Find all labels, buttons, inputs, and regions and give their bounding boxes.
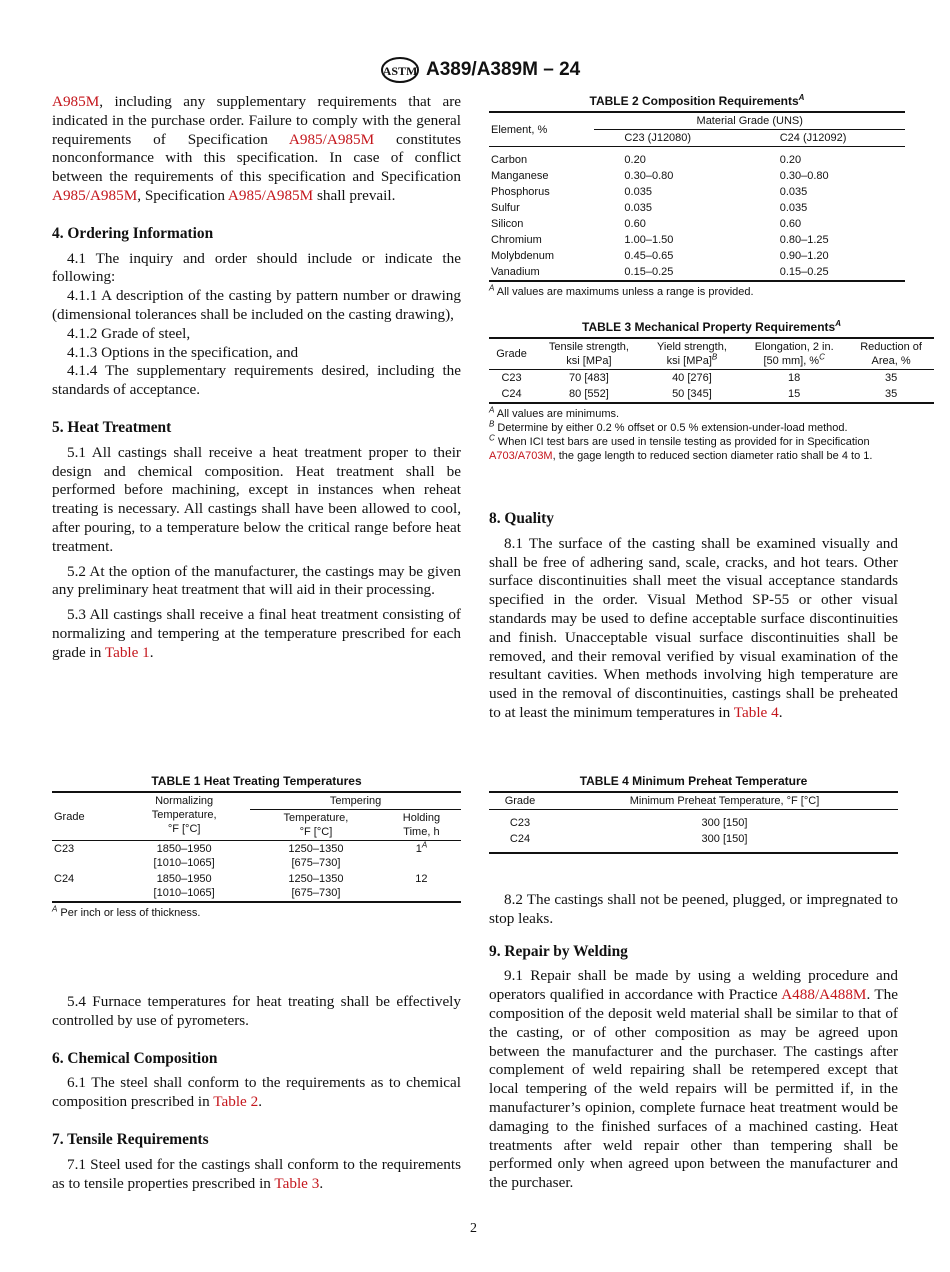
page-header [380, 56, 580, 84]
astm-logo-icon [380, 56, 420, 84]
paragraph-4-1-1: 4.1.1 A description of the casting by pattern number or drawing (dimensional tolerances shall be included on the casting drawing), [52, 287, 461, 323]
table-row [489, 216, 905, 232]
col-header: Elongation, 2 in. [50 mm], %$^C$ [754, 341, 834, 367]
table-cell: Silicon [491, 218, 524, 230]
right-column-quality [489, 510, 898, 723]
paragraph-5-4: 5.4 Furnace temperatures for heat treating shall be effectively controlled by use of pyrometers. [52, 993, 461, 1029]
table-cell: Sulfur [491, 202, 520, 214]
table-footnote-b: $^B$ Determine by either 0.2 % offset or 0.5 % extension-under-load method. [489, 419, 848, 434]
link-a488-a488m[interactable]: A488/A488M [781, 986, 867, 1004]
section-heading-6: 6. Chemical Composition [52, 1049, 218, 1067]
table-cell: 80 [552] [569, 388, 609, 400]
link-a985m[interactable]: A985M [52, 93, 100, 110]
link-a985-a985m[interactable]: A985/A985M [52, 186, 138, 204]
table-cell: 0.30–0.80 [624, 170, 674, 182]
table-row [489, 248, 905, 264]
table-cell: 15 [788, 388, 801, 400]
col-header: Element, % [491, 123, 548, 136]
table-footnote-a: $^A$ All values are minimums. [489, 405, 620, 420]
paragraph-5-2: 5.2 At the option of the manufacturer, the castings may be given any preliminary heat treatment that will aid in their processing. [52, 562, 461, 599]
section-heading-4: 4. Ordering Information [52, 224, 214, 242]
table-title: TABLE 1 Heat Treating Temperatures [151, 774, 362, 788]
link-table-4[interactable]: Table 4 [733, 703, 779, 721]
table-3 [489, 320, 934, 463]
section-heading-5: 5. Heat Treatment [52, 418, 172, 436]
table-cell: 0.035 [624, 186, 652, 198]
text: . [149, 643, 154, 661]
col-header: Tempering [250, 792, 461, 810]
table-title: TABLE 4 Minimum Preheat Temperature [579, 774, 808, 788]
table-cell: Manganese [491, 170, 549, 182]
table-row [489, 370, 934, 387]
col-header: C23 (J12080) [624, 132, 692, 144]
link-table-1[interactable]: Table 1 [104, 643, 150, 661]
table-cell: 0.15–0.25 [624, 266, 674, 278]
text: 5.3 All castings shall receive a final heat treatment consisting of normalizing and tempering at the temperature prescribed for each grade in [52, 606, 461, 661]
table-cell: 0.60 [779, 218, 802, 230]
text: , including any supplementary requirements that are indicated in the purchase order. Failure to comply with the general requirements of Specification [52, 93, 461, 148]
svg-text:ASTM: ASTM [382, 64, 418, 78]
table-cell: Carbon [491, 154, 528, 166]
table-cell: C23 [501, 372, 522, 384]
paragraph-5-1: 5.1 All castings shall receive a heat treatment proper to their design and chemical composition. Heat treatment shall be performed before machining, except in instances when reheat treating is necessary. All castings shall have been allowed to cool, after pouring, to a temperature below the critical range before heat treatment. [52, 443, 461, 555]
table-cell: 0.15–0.25 [779, 266, 829, 278]
table-cell: 50 [345] [672, 388, 712, 400]
table-row: C24 1850–1950 [1010–1065] 1250–1350 [675–730] 12 [54, 873, 428, 899]
paragraph-8-1: 8.1 The surface of the casting shall be examined visually and shall be free of adhering sand, scale, cracks, and hot tears. Other surface discontinuities shall meet the visual acceptance standards specified in the order. Visual Method SP-55 or other visual standards may be used to define acceptable surface discontinuities and finish. Unacceptable visual surface discontinuities shall be removed, and their removal verified by visual examination of the resultant cavities. When methods involving high temperature are used in the removal of discontinuities, castings shall be preheated to at least the minimum temperatures in Table 4. [489, 534, 898, 721]
table-row [489, 147, 905, 169]
paragraph-4-1: 4.1 The inquiry and order should include or indicate the following: [52, 249, 461, 286]
paragraph-9-1: 9.1 Repair shall be made by using a welding procedure and operators qualified in accordance with Practice A488/A488M. The composition of the deposit weld material shall be similar to that of the casting, or of other composition as may be agreed upon between the manufacturer and the purchaser. The castings after complement of weld repairing shall be retempered except that local tempering of the weld repairs will be permitted if, in the manufacturer’s opinion, complete furnace heat treatment would be damaging to the finished surfaces of a machined casting. Heat treatments after weld repair other than tempering shall be performed only when agreed upon between the manufacturer and the purchaser. [489, 967, 898, 1192]
link-a985-a985m[interactable]: A985/A985M [288, 130, 375, 148]
paragraph-7-1: 7.1 Steel used for the castings shall conform to the requirements as to tensile properties prescribed in Table 3. [52, 1155, 461, 1192]
table-cell: 18 [788, 372, 801, 384]
section-heading-9: 9. Repair by Welding [489, 942, 628, 960]
table-cell: Vanadium [491, 266, 540, 278]
table-2 [489, 94, 905, 299]
table-footnote: $^A$ Per inch or less of thickness. [52, 904, 201, 919]
section-heading-8: 8. Quality [489, 510, 554, 527]
col-header: C24 (J12092) [779, 132, 847, 144]
table-cell: 0.90–1.20 [779, 250, 829, 262]
col-header: Holding Time, h [402, 812, 441, 838]
text: shall prevail. [313, 186, 396, 204]
table-cell: 0.20 [779, 154, 802, 166]
col-header: Minimum Preheat Temperature, °F [°C] [629, 795, 820, 807]
col-header: Material Grade (UNS) [594, 112, 905, 130]
table-cell: 0.035 [779, 202, 808, 214]
table-footnote: $^A$ All values are maximums unless a range is provided. [489, 283, 754, 298]
table-row [489, 232, 905, 248]
col-header: Tensile strength, ksi [MPa] [548, 341, 629, 367]
table-row [489, 168, 905, 184]
page-number: 2 [470, 1221, 477, 1236]
paragraph-4-1-3: 4.1.3 Options in the specification, and [67, 343, 299, 361]
table-row [489, 184, 905, 200]
table-cell: 0.20 [624, 154, 646, 166]
table-cell: 0.30–0.80 [779, 170, 829, 182]
table-cell: 0.45–0.65 [624, 250, 674, 262]
table-row: C24 300 [150] [509, 833, 748, 845]
table-cell: C24 [501, 388, 522, 400]
col-header: Grade [504, 795, 536, 807]
table-cell: 1.00–1.50 [624, 234, 674, 246]
link-a703-a703m[interactable]: A703/A703M [489, 450, 553, 462]
paragraph-5-3 [52, 606, 461, 662]
table-cell: Chromium [491, 234, 542, 246]
text: , Specification [137, 186, 228, 204]
table-title: TABLE 2 Composition Requirements$^A$ [589, 93, 805, 108]
table-row: C23 1850–1950 [1010–1065] 1250–1350 [675–730] $1^A$ [54, 840, 428, 869]
table-cell: Molybdenum [491, 250, 554, 262]
table-title: TABLE 3 Mechanical Property Requirements$^A$ [582, 319, 841, 334]
table-row [489, 200, 905, 216]
table-cell: 70 [483] [569, 372, 609, 384]
link-a985-a985m[interactable]: A985/A985M [227, 186, 314, 204]
section-heading-7: 7. Tensile Requirements [52, 1130, 209, 1148]
table-cell: 35 [884, 372, 898, 384]
table-4 [489, 774, 898, 854]
col-header: Grade [54, 810, 85, 823]
col-header: Grade [496, 348, 527, 360]
table-row [489, 264, 905, 281]
table-cell: 35 [884, 388, 898, 400]
col-header: Temperature, °F [°C] [283, 812, 349, 838]
text: constitutes nonconformance with this specification. In case of conflict between the requirements of this specification and Specification [52, 130, 461, 186]
paragraph-8-2: 8.2 The castings shall not be peened, plugged, or impregnated to stop leaks. [489, 891, 898, 927]
table-cell: 40 [276] [672, 372, 712, 384]
table-cell: 0.035 [779, 186, 808, 198]
table-cell: 0.60 [624, 218, 646, 230]
table-footnote-c: $^C$ When ICI test bars are used in tensile testing as provided for in Specification A703/A703M, the gage length to reduced section diameter ratio shall be 4 to 1. [489, 433, 873, 462]
table-row: C23 300 [150] [509, 817, 748, 829]
link-table-2[interactable]: Table 2 [213, 1093, 259, 1111]
table-cell: 0.035 [624, 202, 652, 214]
col-header: Reduction of Area, % [860, 341, 922, 367]
link-table-3[interactable]: Table 3 [274, 1174, 320, 1192]
paragraph-4-1-4: 4.1.4 The supplementary requirements desired, including the standards of acceptance. [52, 362, 461, 399]
col-header: Yield strength, ksi [MPa]$^B$ [656, 341, 727, 367]
paragraph-continued [52, 93, 461, 206]
table-row [489, 386, 934, 403]
left-column-top [52, 93, 461, 663]
col-header: Normalizing Temperature, °F [°C] [151, 795, 217, 835]
standard-designation: A389/A389M – 24 [426, 58, 581, 80]
right-column-bottom [489, 891, 898, 1193]
paragraph-6-1: 6.1 The steel shall conform to the requirements as to chemical composition prescribed in Table 2. [52, 1074, 461, 1111]
table-1 [52, 774, 461, 920]
table-cell: Phosphorus [491, 186, 550, 198]
table-cell: 0.80–1.25 [779, 234, 829, 246]
paragraph-4-1-2: 4.1.2 Grade of steel, [67, 324, 191, 342]
left-column-bottom [52, 993, 461, 1193]
